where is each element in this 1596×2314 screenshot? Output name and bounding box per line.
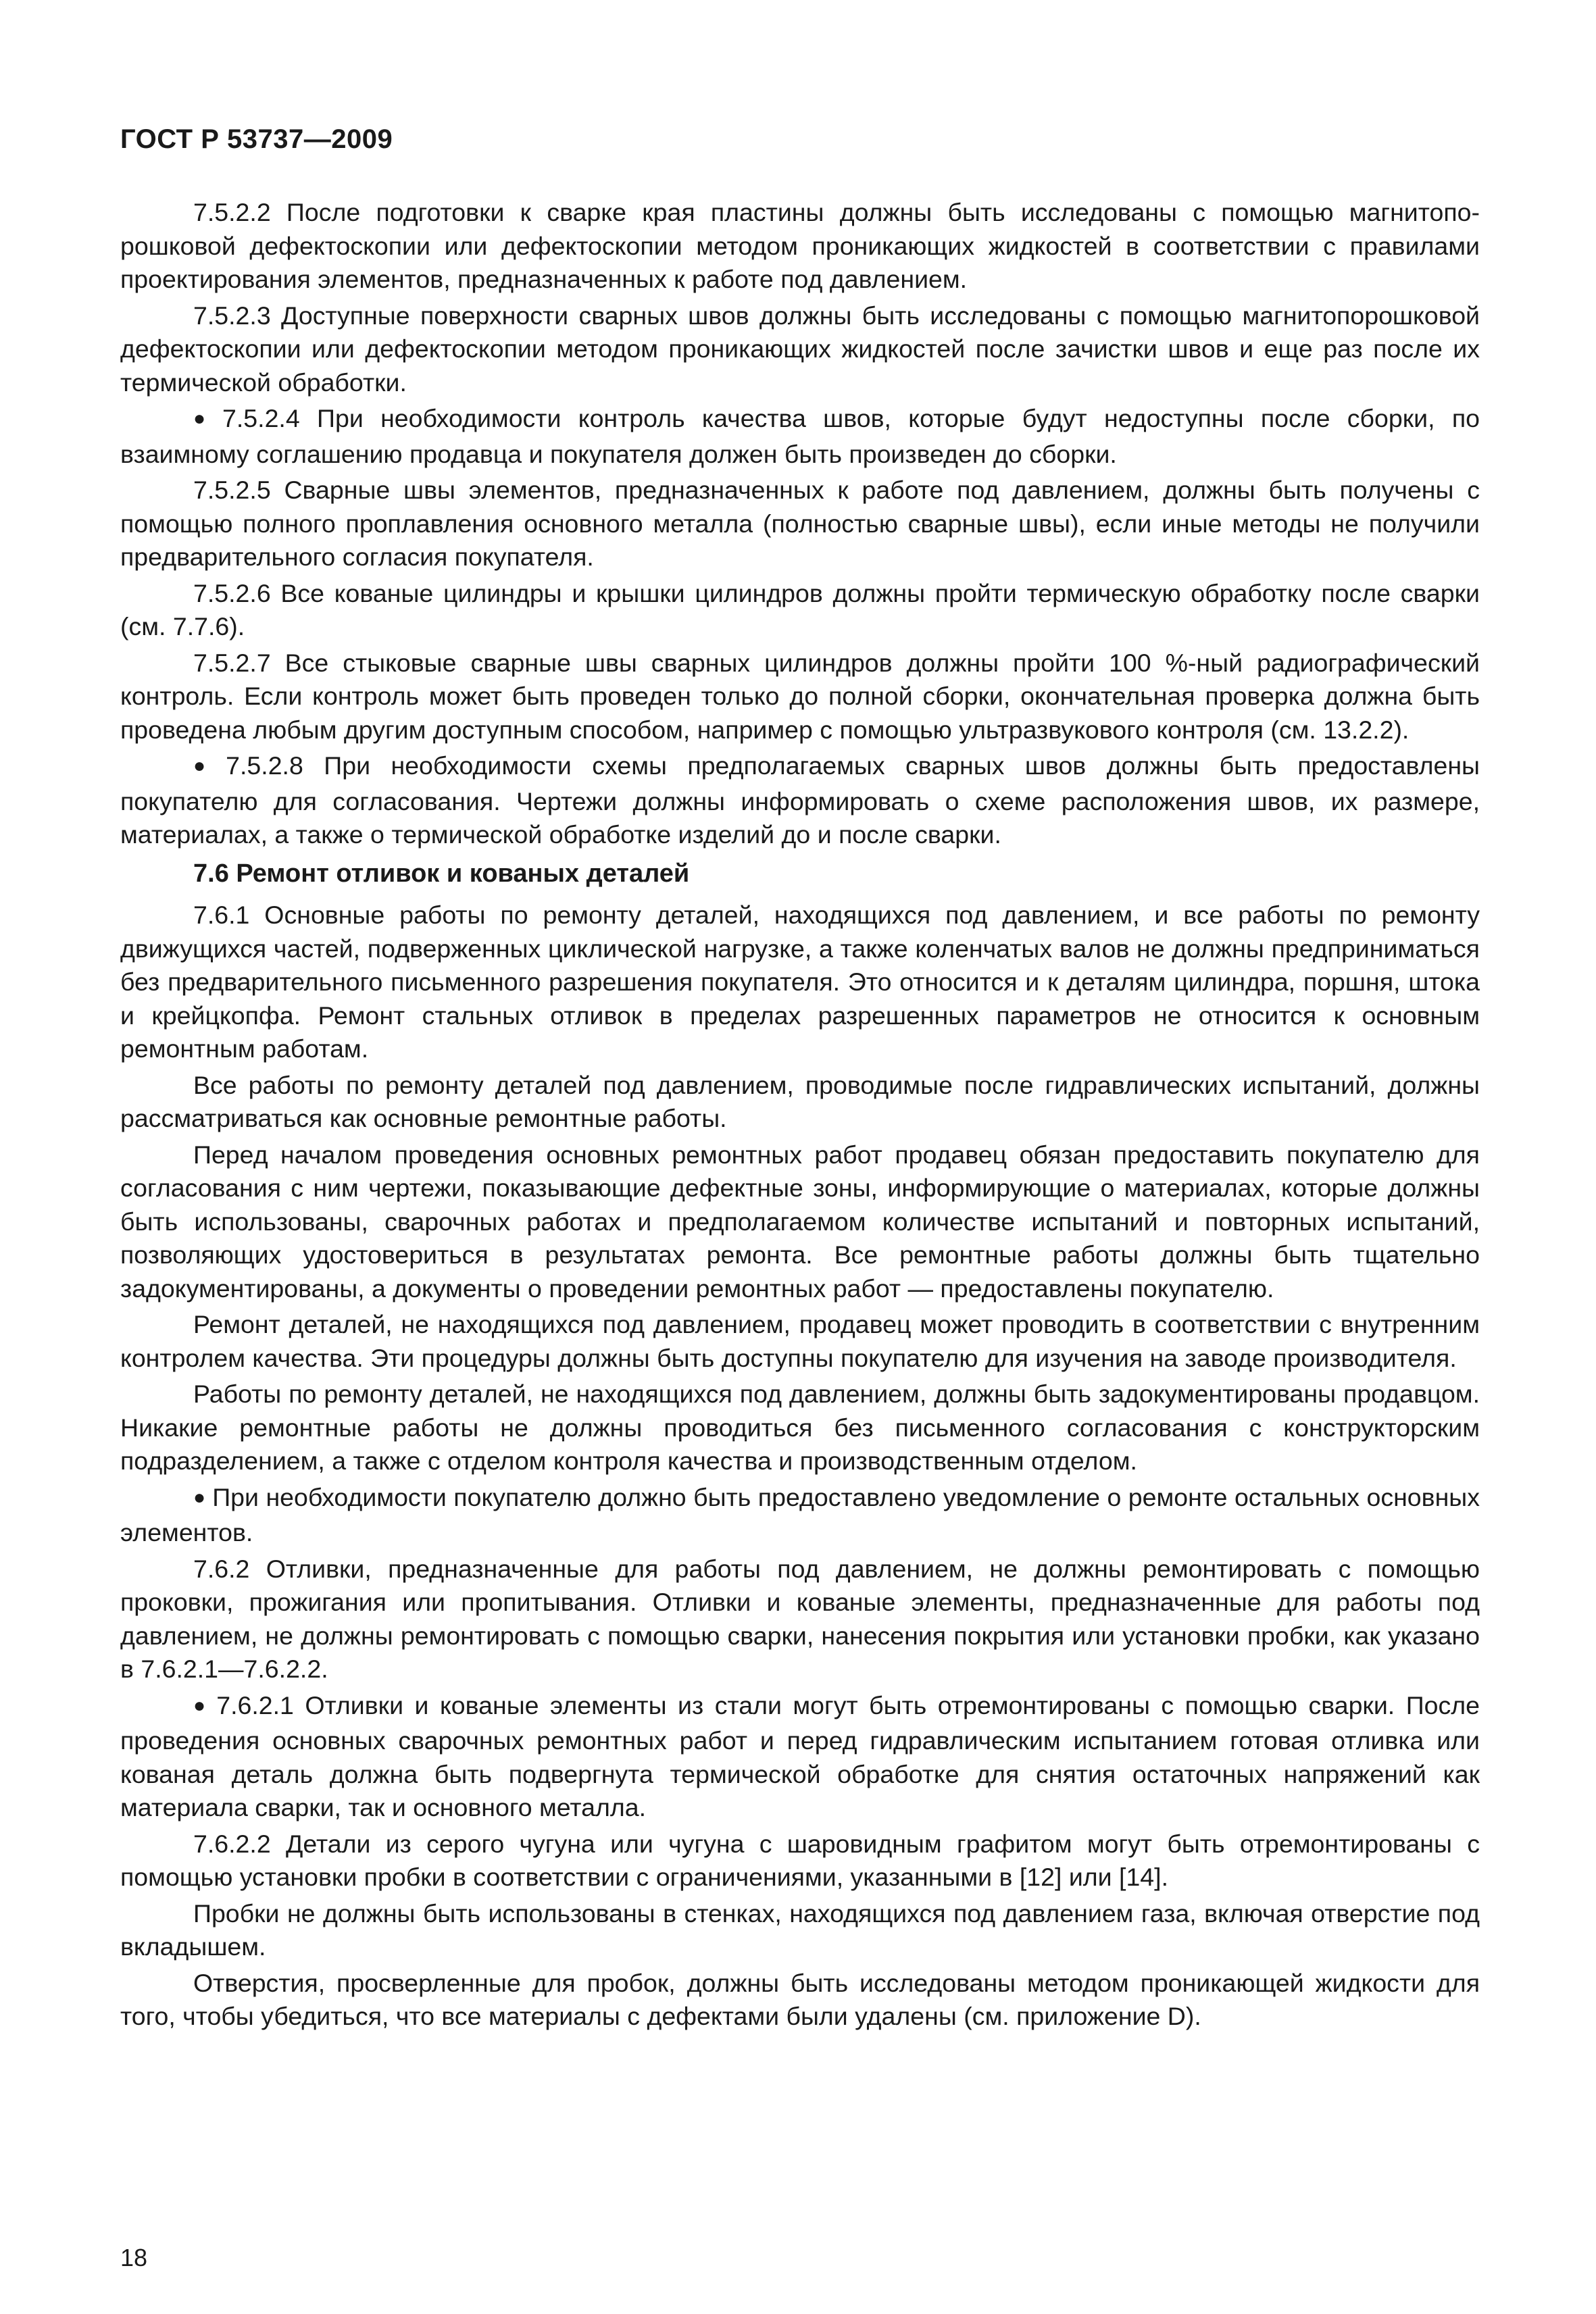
section-heading-7-6: 7.6 Ремонт отливок и кованых деталей	[193, 859, 690, 888]
paragraph-7-5-2-6: 7.5.2.6 Все кованые цилиндры и крышки цилиндров должны пройти термическую обработку после сварки (см. 7.7.6).	[120, 578, 1480, 640]
paragraph-7-5-2-5: 7.5.2.5 Сварные швы элементов, предназначенных к работе под давлением, должны быть получены с помощью полного проплавления основного металла (полностью сварные швы), если иные методы не получили предварительного согласия покупателя.	[120, 476, 1480, 571]
paragraph-before-major-repairs: Перед началом проведения основных ремонтных работ продавец обязан предоставить покупателю для согласования с ним чертежи, показывающие дефектные зоны, информирующие о материалах, которые должны быть использованы, сварочных работах и предполагаемом количестве испытаний и повторных испытаний, позволяющих удостовериться в результатах ремонта. Все ремонтные работы должны быть тщательно задокументированы, а документы о проведении ремонтных работ — предоставлены покупателю.	[120, 1140, 1480, 1303]
paragraph-plug-holes: Отверстия, просверленные для пробок, должны быть исследованы методом проникающей жидкости для того, чтобы убедиться, что все материалы с дефектами были удалены (см. приложение D).	[120, 1968, 1480, 2030]
paragraph-7-5-2-4	[120, 402, 1480, 471]
paragraph-text: 7.5.2.8 При необходимости схемы предполагаемых сварных швов должны быть предоставлены покупателю для согласования. Чертежи должны информировать о схеме расположения швов, их размере, материалах, а также о термической обработке изделий до и после сварки.	[120, 751, 1480, 849]
paragraph-text: 7.6.2.1 Отливки и кованые элементы из стали могут быть отремонтированы с помощью сварки. После проведения основных сварочных ремонтных работ и перед гидравлическим испытанием готовая отливка или кованая деталь должна быть подвергнута термической обработке для снятия остаточных напряжений как материала сварки, так и основного металла.	[120, 1690, 1480, 1821]
paragraph-7-6-2-1	[120, 1689, 1480, 1825]
paragraph-repairs-after-hydro: Все работы по ремонту деталей под давлением, проводимые после гидравлических испытаний, должны рассматриваться как основные ремонтные работы.	[120, 1070, 1480, 1132]
document-header: ГОСТ Р 53737—2009	[120, 124, 393, 154]
paragraph-7-6-2-2: 7.6.2.2 Детали из серого чугуна или чугуна с шаровидным графитом могут быть отремонтированы с помощью установки пробки в соответствии с ограничениями, указанными в [12] или [14].	[120, 1829, 1480, 1891]
paragraph-repair-documentation: Работы по ремонту деталей, не находящихся под давлением, должны быть задокументированы продавцом. Никакие ремонтные работы не должны проводиться без письменного согласования с конструкторским подразделением, а также с отделом контроля качества и производственным отделом.	[120, 1380, 1480, 1475]
paragraph-repair-notification	[120, 1481, 1480, 1550]
paragraph-7-6-2: 7.6.2 Отливки, предназначенные для работы под давлением, не должны ремонтировать с помощью проковки, прожигания или пропитывания. Отливки и кованые элементы, предназначенные для работы под давлением, не должны ремонтировать с помощью сварки, нанесения покрытия или установки пробки, как указано в 7.6.2.1—7.6.2.2.	[120, 1554, 1480, 1683]
paragraph-plugs-walls: Пробки не должны быть использованы в стенках, находящихся под давлением газа, включая отверстие под вкладышем.	[120, 1898, 1480, 1961]
paragraph-7-5-2-8	[120, 749, 1480, 852]
paragraph-text: При необходимости покупателю должно быть предоставлено уведомление о ремонте остальных основных элементов.	[120, 1482, 1480, 1546]
paragraph-7-6-1: 7.6.1 Основные работы по ремонту деталей, находящихся под давлением, и все работы по ремонту движущихся частей, подверженных циклической нагрузке, а также коленчатых валов не должны предприниматься без предварительного письменного разрешения покупателя. Это относится и к деталям цилиндра, поршня, штока и крейцкопфа. Ремонт стальных отливок в пределах разрешенных параметров не относится к основным ремонтным работам.	[120, 901, 1480, 1063]
paragraph-7-5-2-3: 7.5.2.3 Доступные поверхности сварных швов должны быть исследованы с помощью магнитопорошковой дефектоскопии или дефектоскопии методом проникающих жидкостей после зачистки швов и еще раз после их термической обработки.	[120, 301, 1480, 397]
paragraph-non-pressure-repair: Ремонт деталей, не находящихся под давлением, продавец может проводить в соответствии с внутренним контролем качества. Эти процедуры должны быть доступны покупателю для изучения на заводе производителя.	[120, 1310, 1480, 1372]
paragraph-text: 7.5.2.4 При необходимости контроль качества швов, которые будут недоступны после сборки, по взаимному соглашению продавца и покупателя должен быть произведен до сборки.	[120, 404, 1480, 468]
paragraph-7-5-2-2: 7.5.2.2 После подготовки к сварке края пластины должны быть исследованы с помощью магнитопорошковой дефектоскопии или дефектоскопии методом проникающих жидкостей в соответствии с правилами проектирования элементов, предназначенных к работе под давлением.	[120, 198, 1480, 293]
document-body	[120, 196, 1480, 2036]
paragraph-7-5-2-7: 7.5.2.7 Все стыковые сварные швы сварных цилиндров должны пройти 100 %-ный радиографический контроль. Если контроль может быть проведен только до полной сборки, окончательная проверка должна быть проведена любым другим доступным способом, например с помощью ультразвукового контроля (см. 13.2.2).	[120, 648, 1480, 744]
page-number: 18	[120, 2244, 148, 2271]
